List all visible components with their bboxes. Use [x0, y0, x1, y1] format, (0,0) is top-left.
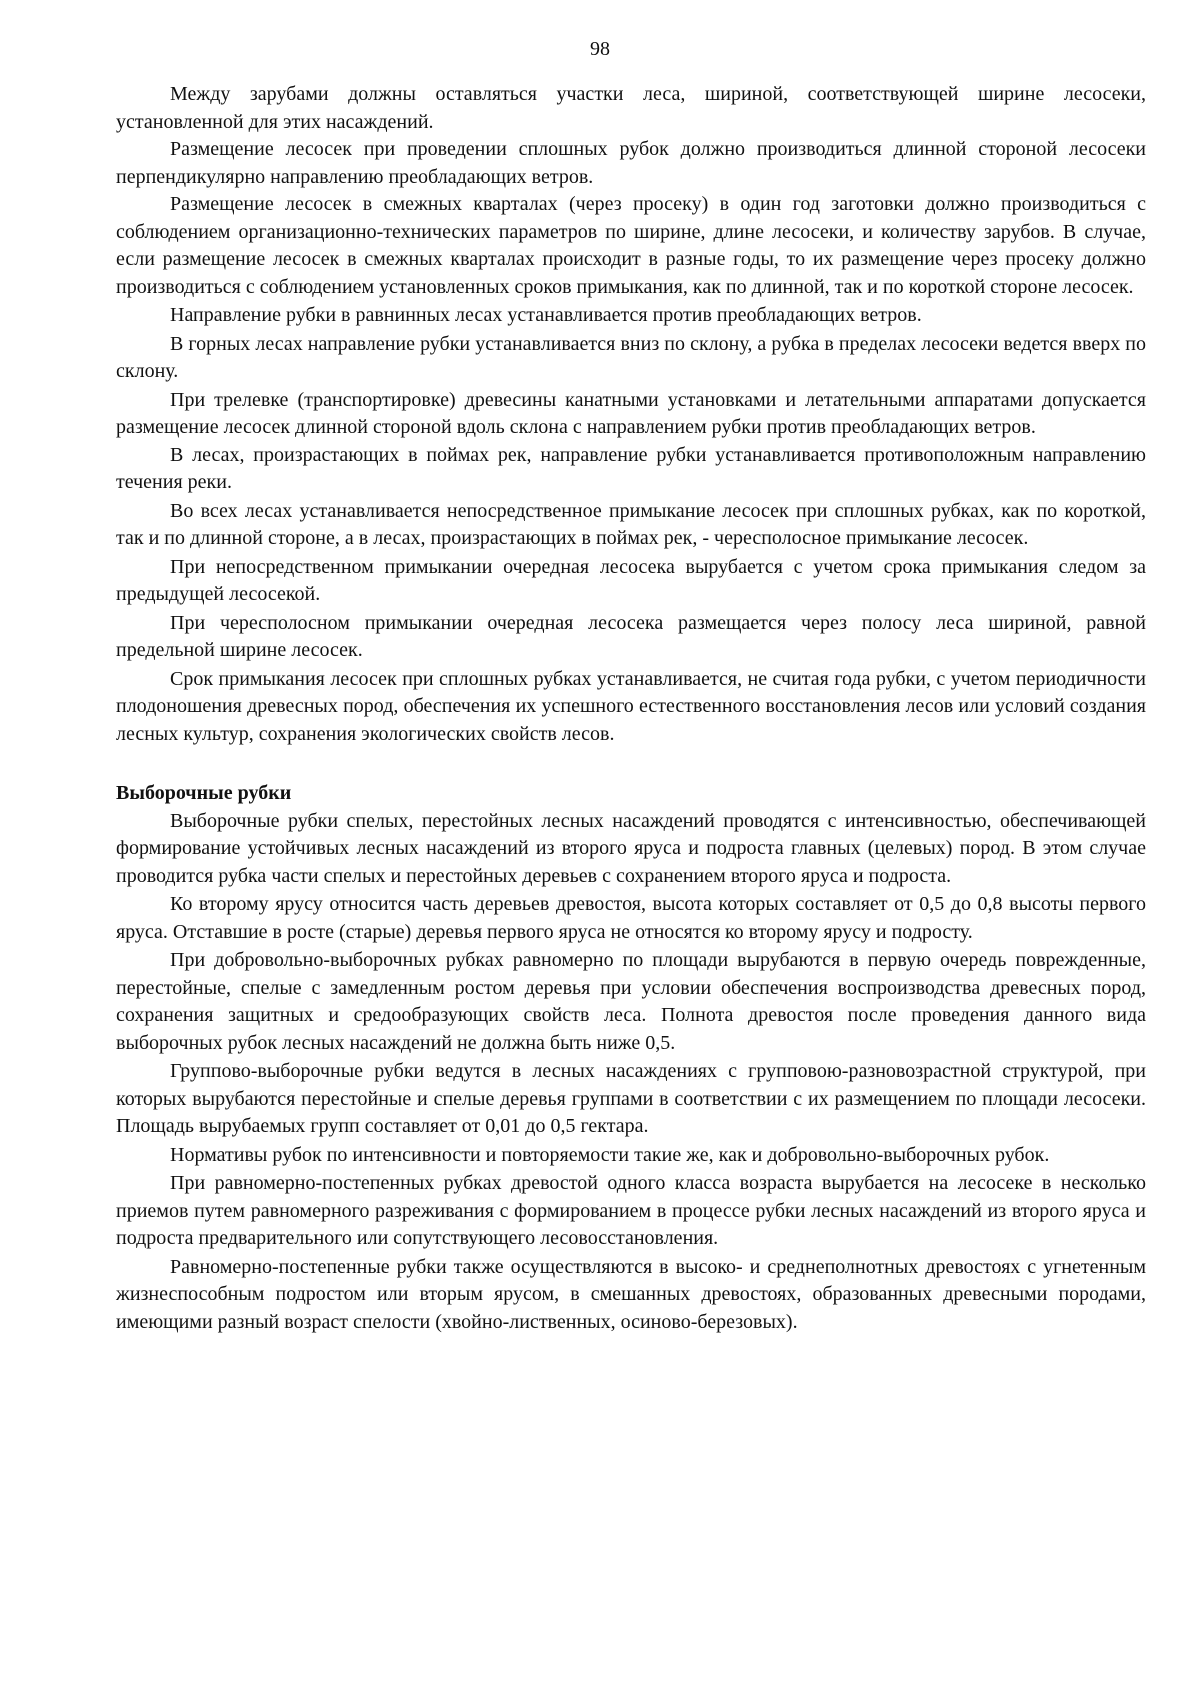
- paragraph: При трелевке (транспортировке) древесины канатными установками и летательными аппаратами допускается размещение лесосек длинной стороной вдоль склона с направлением рубки против преобладающих ветров.: [116, 388, 1146, 438]
- paragraph: Ко второму ярусу относится часть деревьев древостоя, высота которых составляет от 0,5 до 0,8 высоты первого яруса. Отставшие в росте (старые) деревья первого яруса не относятся ко второму ярусу и подросту.: [116, 893, 1146, 943]
- paragraph: Размещение лесосек при проведении сплошных рубок должно производиться длинной стороной лесосеки перпендикулярно направлению преобладающих ветров.: [116, 138, 1146, 188]
- paragraph: Размещение лесосек в смежных кварталах (через просеку) в один год заготовки должно производиться с соблюдением организационно-технических параметров по ширине, длине лесосеки, и количеству зарубов. В случае, если размещение лесосек в смежных кварталах происходит в разные годы, то их размещение через просеку должно производиться с соблюдением установленных сроков примыкания, как по длинной, так и по короткой стороне лесосек.: [116, 193, 1146, 298]
- paragraph: Нормативы рубок по интенсивности и повторяемости такие же, как и добровольно-выборочных рубок.: [170, 1143, 1050, 1166]
- page-content: [116, 81, 1146, 1336]
- paragraph: Между зарубами должны оставляться участки леса, шириной, соответствующей ширине лесосеки, установленной для этих насаждений.: [116, 83, 1146, 133]
- paragraph: При равномерно-постепенных рубках древостой одного класса возраста вырубается на лесосеке в несколько приемов путем равномерного разреживания с формированием в процессе рубки лесных насаждений из второго яруса и подроста предварительного или сопутствующего лесовосстановления.: [116, 1172, 1146, 1249]
- paragraph: Во всех лесах устанавливается непосредственное примыкание лесосек при сплошных рубках, как по короткой, так и по длинной стороне, а в лесах, произрастающих в поймах рек, - чересполосное примыкание лесосек.: [116, 499, 1146, 549]
- page-number: 98: [590, 38, 610, 60]
- paragraph: При непосредственном примыкании очередная лесосека вырубается с учетом срока примыкания следом за предыдущей лесосекой.: [116, 555, 1146, 605]
- paragraph: В горных лесах направление рубки устанавливается вниз по склону, а рубка в пределах лесосеки ведется вверх по склону.: [116, 332, 1146, 382]
- section-heading: Выборочные рубки: [116, 782, 292, 804]
- paragraph: При добровольно-выборочных рубках равномерно по площади вырубаются в первую очередь поврежденные, перестойные, спелые с замедленным ростом деревья при условии обеспечения воспроизводства древесных пород, сохранения защитных и средообразующих свойств леса. Полнота древостоя после проведения данного вида выборочных рубок лесных насаждений не должна быть ниже 0,5.: [116, 949, 1146, 1054]
- paragraph: Выборочные рубки спелых, перестойных лесных насаждений проводятся с интенсивностью, обеспечивающей формирование устойчивых лесных насаждений из второго яруса и подроста главных (целевых) пород. В этом случае проводится рубка части спелых и перестойных деревьев с сохранением второго яруса и подроста.: [116, 809, 1146, 887]
- paragraph: При чересполосном примыкании очередная лесосека размещается через полосу леса шириной, равной предельной ширине лесосек.: [116, 611, 1146, 661]
- paragraph: В лесах, произрастающих в поймах рек, направление рубки устанавливается противоположным направлению течения реки.: [116, 443, 1146, 493]
- paragraph: Равномерно-постепенные рубки также осуществляются в высоко- и среднеполнотных древостоях с угнетенным жизнеспособным подростом или вторым ярусом, в смешанных древостоях, образованных древесными породами, имеющими разный возраст спелости (хвойно-лиственных, осиново-березовых).: [116, 1255, 1146, 1333]
- paragraph: Группово-выборочные рубки ведутся в лесных насаждениях с групповою-разновозрастной структурой, при которых вырубаются перестойные и спелые деревья группами в соответствии с их размещением по площади лесосеки. Площадь вырубаемых групп составляет от 0,01 до 0,5 гектара.: [116, 1060, 1146, 1137]
- paragraph: Срок примыкания лесосек при сплошных рубках устанавливается, не считая года рубки, с учетом периодичности плодоношения древесных пород, обеспечения их успешного естественного восстановления лесов или условий создания лесных культур, сохранения экологических свойств лесов.: [116, 667, 1146, 745]
- paragraph: Направление рубки в равнинных лесах устанавливается против преобладающих ветров.: [170, 304, 922, 326]
